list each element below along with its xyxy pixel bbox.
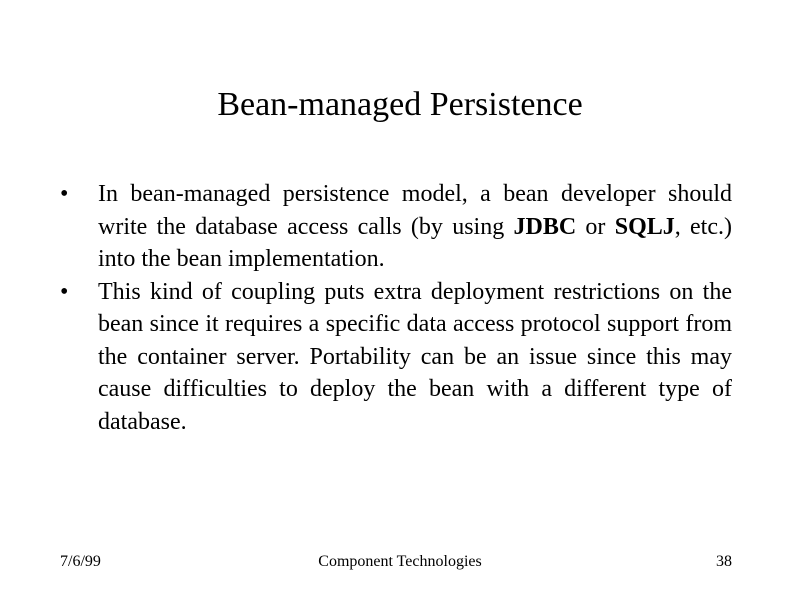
slide-title: Bean-managed Persistence [217,86,583,123]
footer-date: 7/6/99 [60,553,101,570]
bullet-item [60,276,732,439]
bullet-dot-icon: • [60,278,69,305]
bullet-item [60,178,732,276]
bullet-text-part: In bean-managed persistence model, a bean developer should write the database access calls (by using [98,181,732,240]
bullet-list [60,178,732,438]
bullet-text-bold: SQLJ [614,213,675,240]
page-number: 38 [716,553,732,570]
bullet-text-part: This kind of coupling puts extra deployment restrictions on the bean since it requires a specific data access protocol support from the container server. Portability can be an issue since this may cause difficulties to deploy the bean with a different type of database. [98,278,732,435]
bullet-text-part: , etc.) into the bean implementation. [98,213,732,272]
footer-title: Component Technologies [318,553,482,570]
bullet-text-part: or [576,213,615,240]
bullet-text-bold: JDBC [513,213,577,240]
bullet-dot-icon: • [60,181,69,207]
